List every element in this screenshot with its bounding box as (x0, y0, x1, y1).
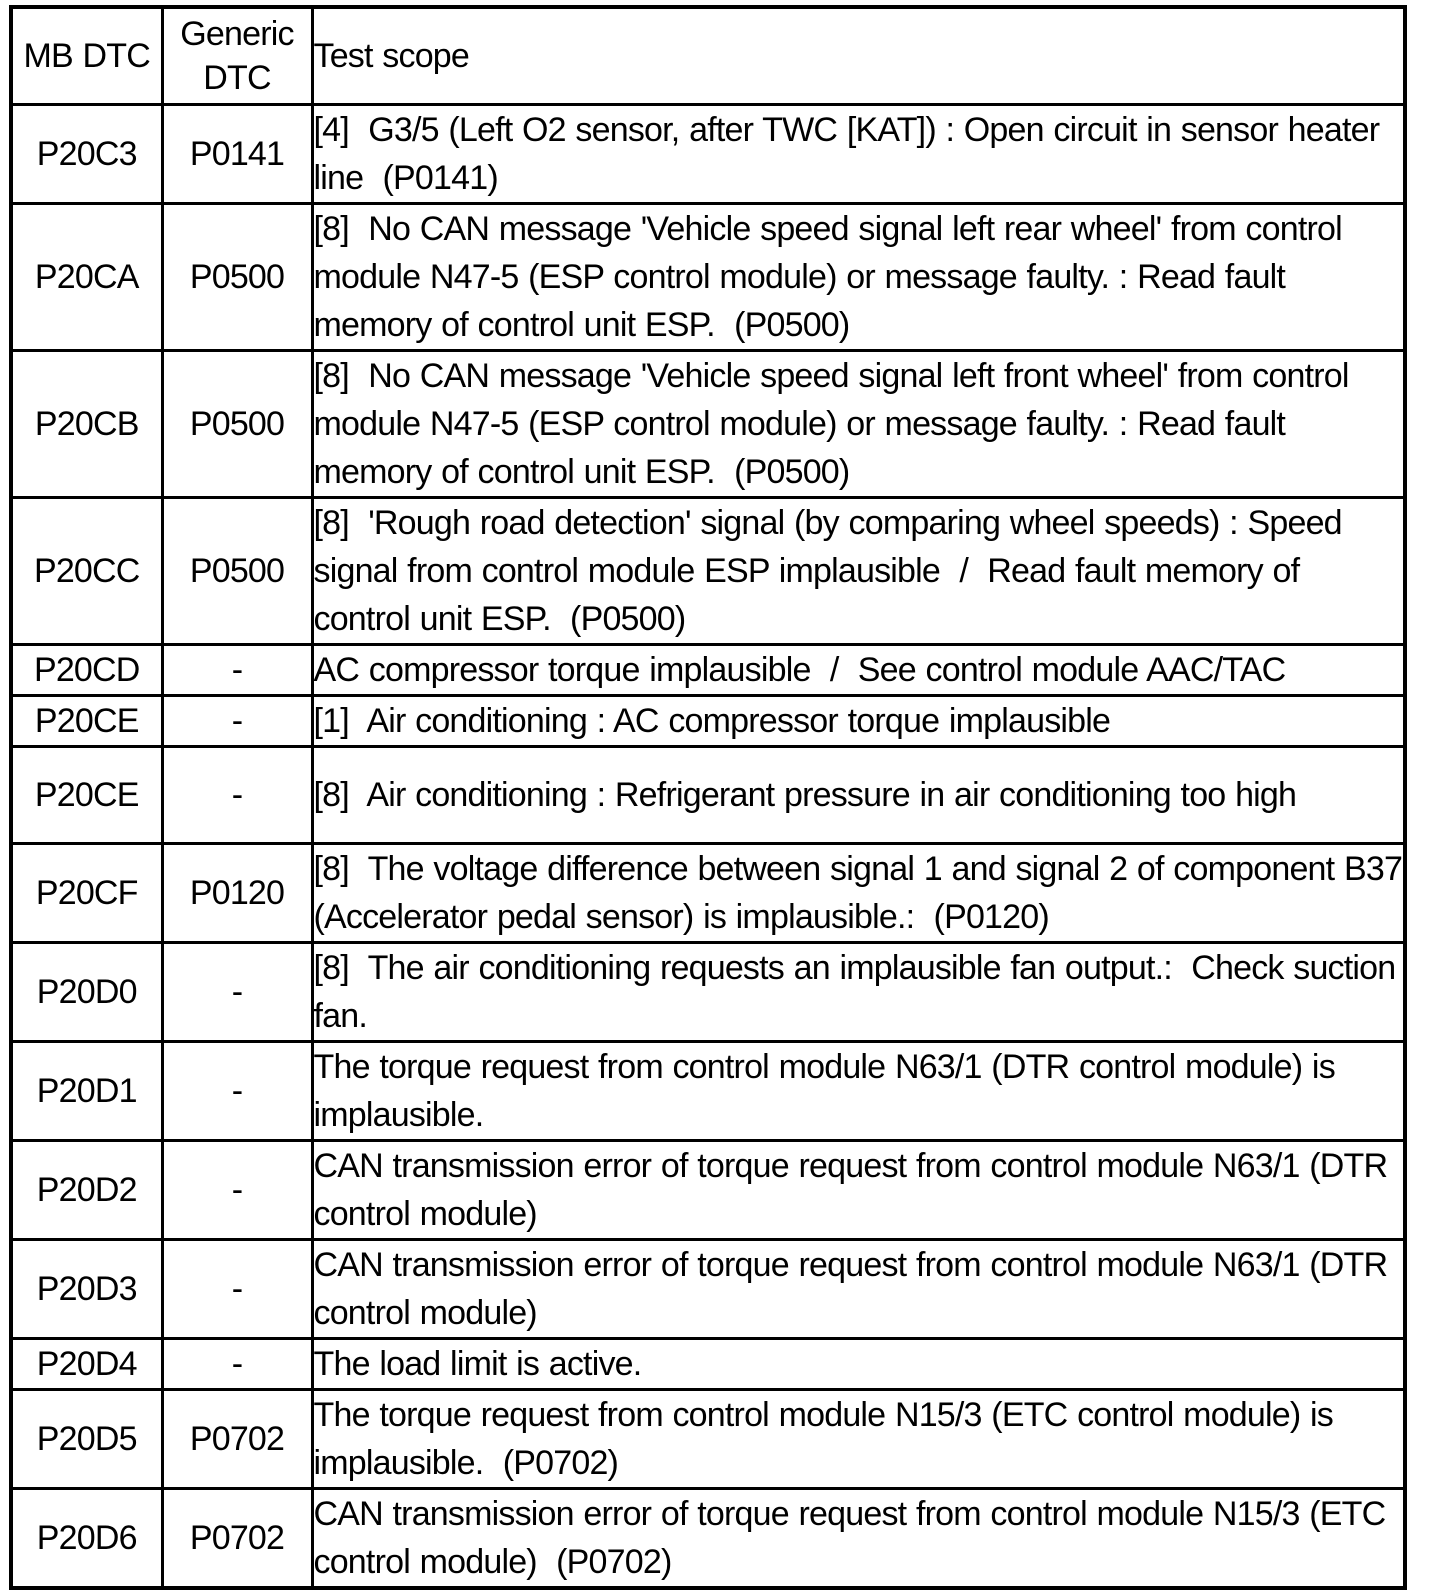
table-row (11, 696, 1405, 747)
cell-test-scope: [1] Air conditioning : AC compressor torque implausible (312, 696, 1405, 747)
cell-generic-dtc: P0702 (162, 1489, 312, 1589)
cell-test-scope: The load limit is active. (312, 1339, 1405, 1390)
header-generic-dtc-line1: Generic (180, 15, 294, 53)
cell-test-scope: [8] Air conditioning : Refrigerant pressure in air conditioning too high (312, 747, 1405, 844)
table-body (11, 105, 1412, 1589)
cell-test-scope: [8] The air conditioning requests an implausible fan output.: Check suction fan. (312, 943, 1405, 1042)
cell-test-scope: [8] No CAN message 'Vehicle speed signal left front wheel' from control module N47-5 (ESP control module) or message faulty. : Read fault memory of control unit ESP. (P0500) (312, 351, 1405, 498)
table-row (11, 645, 1405, 696)
cell-generic-dtc: - (162, 747, 312, 844)
cell-test-scope: CAN transmission error of torque request from control module N63/1 (DTR control module) (312, 1240, 1405, 1339)
cell-generic-dtc: - (162, 943, 312, 1042)
cell-test-scope: The torque request from control module N15/3 (ETC control module) is implausible. (P0702) (312, 1390, 1405, 1489)
cell-mb-dtc: P20C3 (11, 105, 162, 204)
cell-test-scope: The torque request from control module N63/1 (DTR control module) is implausible. (312, 1042, 1405, 1141)
cell-generic-dtc: P0500 (162, 204, 312, 351)
cell-generic-dtc: - (162, 645, 312, 696)
cell-generic-dtc: - (162, 1339, 312, 1390)
header-generic-dtc (162, 7, 312, 105)
table-row (11, 943, 1405, 1042)
cell-test-scope: [8] No CAN message 'Vehicle speed signal left rear wheel' from control module N47-5 (ESP control module) or message faulty. : Read fault memory of control unit ESP. (P0500) (312, 204, 1405, 351)
cell-mb-dtc: P20D4 (11, 1339, 162, 1390)
table-row (11, 1042, 1405, 1141)
cell-mb-dtc: P20CB (11, 351, 162, 498)
cell-generic-dtc: P0120 (162, 844, 312, 943)
cell-test-scope: [8] The voltage difference between signal 1 and signal 2 of component B37 (Accelerator pedal sensor) is implausible.: (P0120) (312, 844, 1405, 943)
cell-mb-dtc: P20CE (11, 696, 162, 747)
cell-test-scope: [8] 'Rough road detection' signal (by comparing wheel speeds) : Speed signal from control module ESP implausible / Read fault memory of control unit ESP. (P0500) (312, 498, 1405, 645)
cell-mb-dtc: P20CC (11, 498, 162, 645)
cell-mb-dtc: P20CD (11, 645, 162, 696)
table-row (11, 351, 1405, 498)
cell-generic-dtc: - (162, 696, 312, 747)
dtc-table (9, 5, 1412, 1590)
table-row (11, 1489, 1405, 1589)
cell-test-scope: [4] G3/5 (Left O2 sensor, after TWC [KAT]) : Open circuit in sensor heater line (P0141) (312, 105, 1405, 204)
cell-test-scope: AC compressor torque implausible / See control module AAC/TAC (312, 645, 1405, 696)
cell-mb-dtc: P20D3 (11, 1240, 162, 1339)
table-row (11, 844, 1405, 943)
table-row (11, 1339, 1405, 1390)
table-header (11, 7, 1405, 105)
cell-mb-dtc: P20D0 (11, 943, 162, 1042)
header-row (11, 7, 1405, 105)
table-row (11, 1390, 1405, 1489)
table-row (11, 204, 1405, 351)
cell-generic-dtc: - (162, 1141, 312, 1240)
cell-mb-dtc: P20CF (11, 844, 162, 943)
table-row (11, 1141, 1405, 1240)
cell-mb-dtc: P20D2 (11, 1141, 162, 1240)
cell-test-scope: CAN transmission error of torque request from control module N63/1 (DTR control module) (312, 1141, 1405, 1240)
cell-mb-dtc: P20D1 (11, 1042, 162, 1141)
cell-generic-dtc: - (162, 1240, 312, 1339)
cell-mb-dtc: P20D5 (11, 1390, 162, 1489)
cell-generic-dtc: P0702 (162, 1390, 312, 1489)
cell-generic-dtc: P0500 (162, 351, 312, 498)
header-generic-dtc-line2: DTC (203, 59, 271, 97)
table-row (11, 1240, 1405, 1339)
cell-mb-dtc: P20CA (11, 204, 162, 351)
header-mb-dtc: MB DTC (11, 7, 162, 105)
header-test-scope: Test scope (312, 7, 1405, 105)
cell-test-scope: CAN transmission error of torque request from control module N15/3 (ETC control module) (P0702) (312, 1489, 1405, 1589)
cell-mb-dtc: P20CE (11, 747, 162, 844)
cell-generic-dtc: - (162, 1042, 312, 1141)
table-row (11, 105, 1405, 204)
cell-generic-dtc: P0141 (162, 105, 312, 204)
cell-generic-dtc: P0500 (162, 498, 312, 645)
table-row (11, 747, 1405, 844)
table-row (11, 498, 1405, 645)
cell-mb-dtc: P20D6 (11, 1489, 162, 1589)
